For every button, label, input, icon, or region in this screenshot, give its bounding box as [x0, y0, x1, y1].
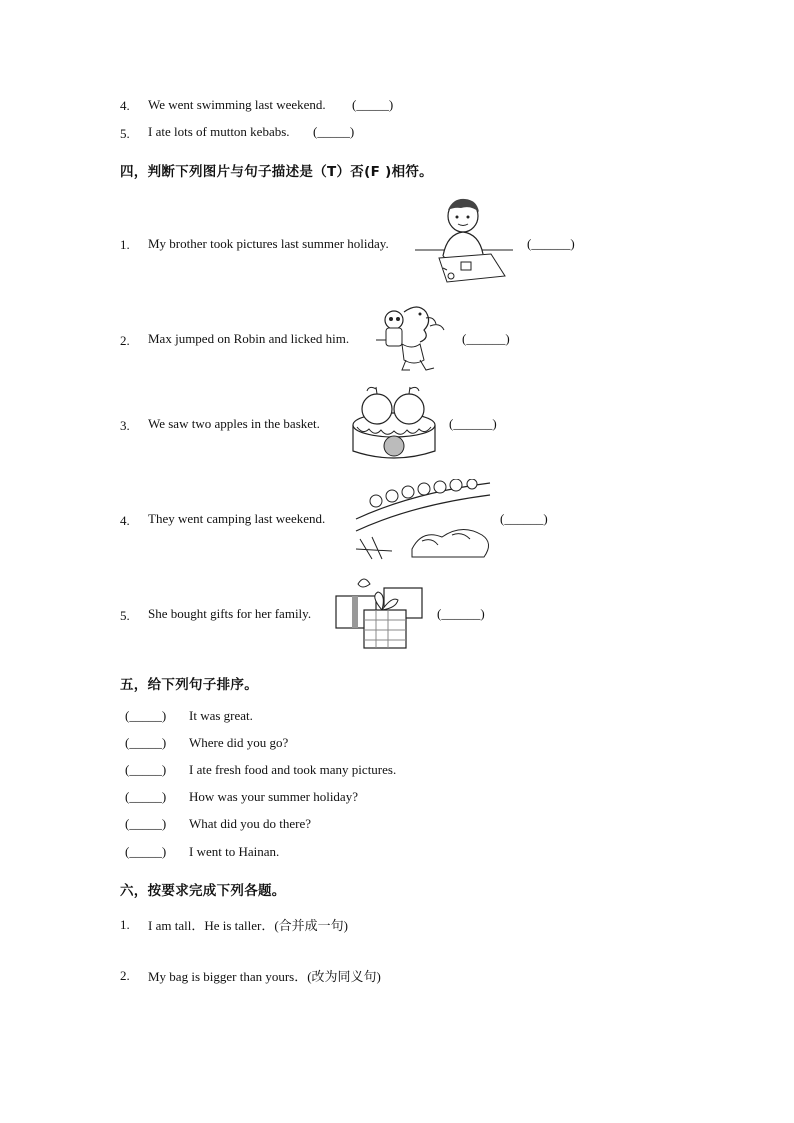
section-title-part5: 五，给下列句子排序。	[120, 677, 258, 693]
answer-blank[interactable]: (______)	[437, 606, 485, 621]
order-sentence: I went to Hainan.	[189, 844, 280, 859]
question-text: We saw two apples in the basket.	[148, 416, 320, 431]
question-number: 4.	[120, 98, 130, 113]
section-title-part6: 六，按要求完成下列各题。	[120, 883, 286, 899]
question-number: 5.	[120, 126, 130, 141]
answer-blank[interactable]: (______)	[500, 511, 548, 526]
question-number: 4.	[120, 513, 130, 528]
question-number: 2.	[120, 333, 130, 348]
question-text: They went camping last weekend.	[148, 511, 326, 526]
answer-blank[interactable]: (______)	[449, 416, 497, 431]
question-text: We went swimming last weekend.	[148, 97, 326, 112]
question-number: 5.	[120, 608, 130, 623]
question-text: Max jumped on Robin and licked him.	[148, 331, 350, 346]
order-sentence: Where did you go?	[189, 735, 289, 750]
section-title-part4: 四，判断下列图片与句子描述是（T）否(F )相符。	[120, 164, 433, 180]
order-sentence: I ate fresh food and took many pictures.	[189, 762, 397, 777]
answer-blank[interactable]: (_____)	[352, 97, 394, 112]
order-blank[interactable]: (_____)	[125, 844, 167, 859]
order-blank[interactable]: (_____)	[125, 789, 167, 804]
dog-and-robot-picture	[374, 300, 454, 376]
question-number: 3.	[120, 418, 130, 433]
roller-coaster-picture	[352, 479, 494, 561]
apples-on-cake-picture	[349, 385, 439, 463]
question-number: 1.	[120, 917, 130, 932]
order-blank[interactable]: (_____)	[125, 708, 167, 723]
order-blank[interactable]: (_____)	[125, 762, 167, 777]
question-text: My bag is bigger than yours．(改为同义句)	[148, 969, 381, 984]
question-text: She bought gifts for her family.	[148, 606, 312, 621]
question-number: 1.	[120, 237, 130, 252]
order-sentence: It was great.	[189, 708, 253, 723]
order-blank[interactable]: (_____)	[125, 816, 167, 831]
question-number: 2.	[120, 968, 130, 983]
question-text: I ate lots of mutton kebabs.	[148, 124, 290, 139]
order-blank[interactable]: (_____)	[125, 735, 167, 750]
order-sentence: What did you do there?	[189, 816, 312, 831]
question-text: My brother took pictures last summer holiday.	[148, 236, 389, 251]
question-text: I am tall．He is taller．(合并成一句)	[148, 918, 349, 933]
boy-drawing-picture	[413, 196, 519, 288]
answer-blank[interactable]: (_____)	[313, 124, 355, 139]
order-sentence: How was your summer holiday?	[189, 789, 358, 804]
answer-blank[interactable]: (______)	[462, 331, 510, 346]
answer-blank[interactable]: (______)	[527, 236, 575, 251]
gift-boxes-picture	[332, 574, 430, 652]
